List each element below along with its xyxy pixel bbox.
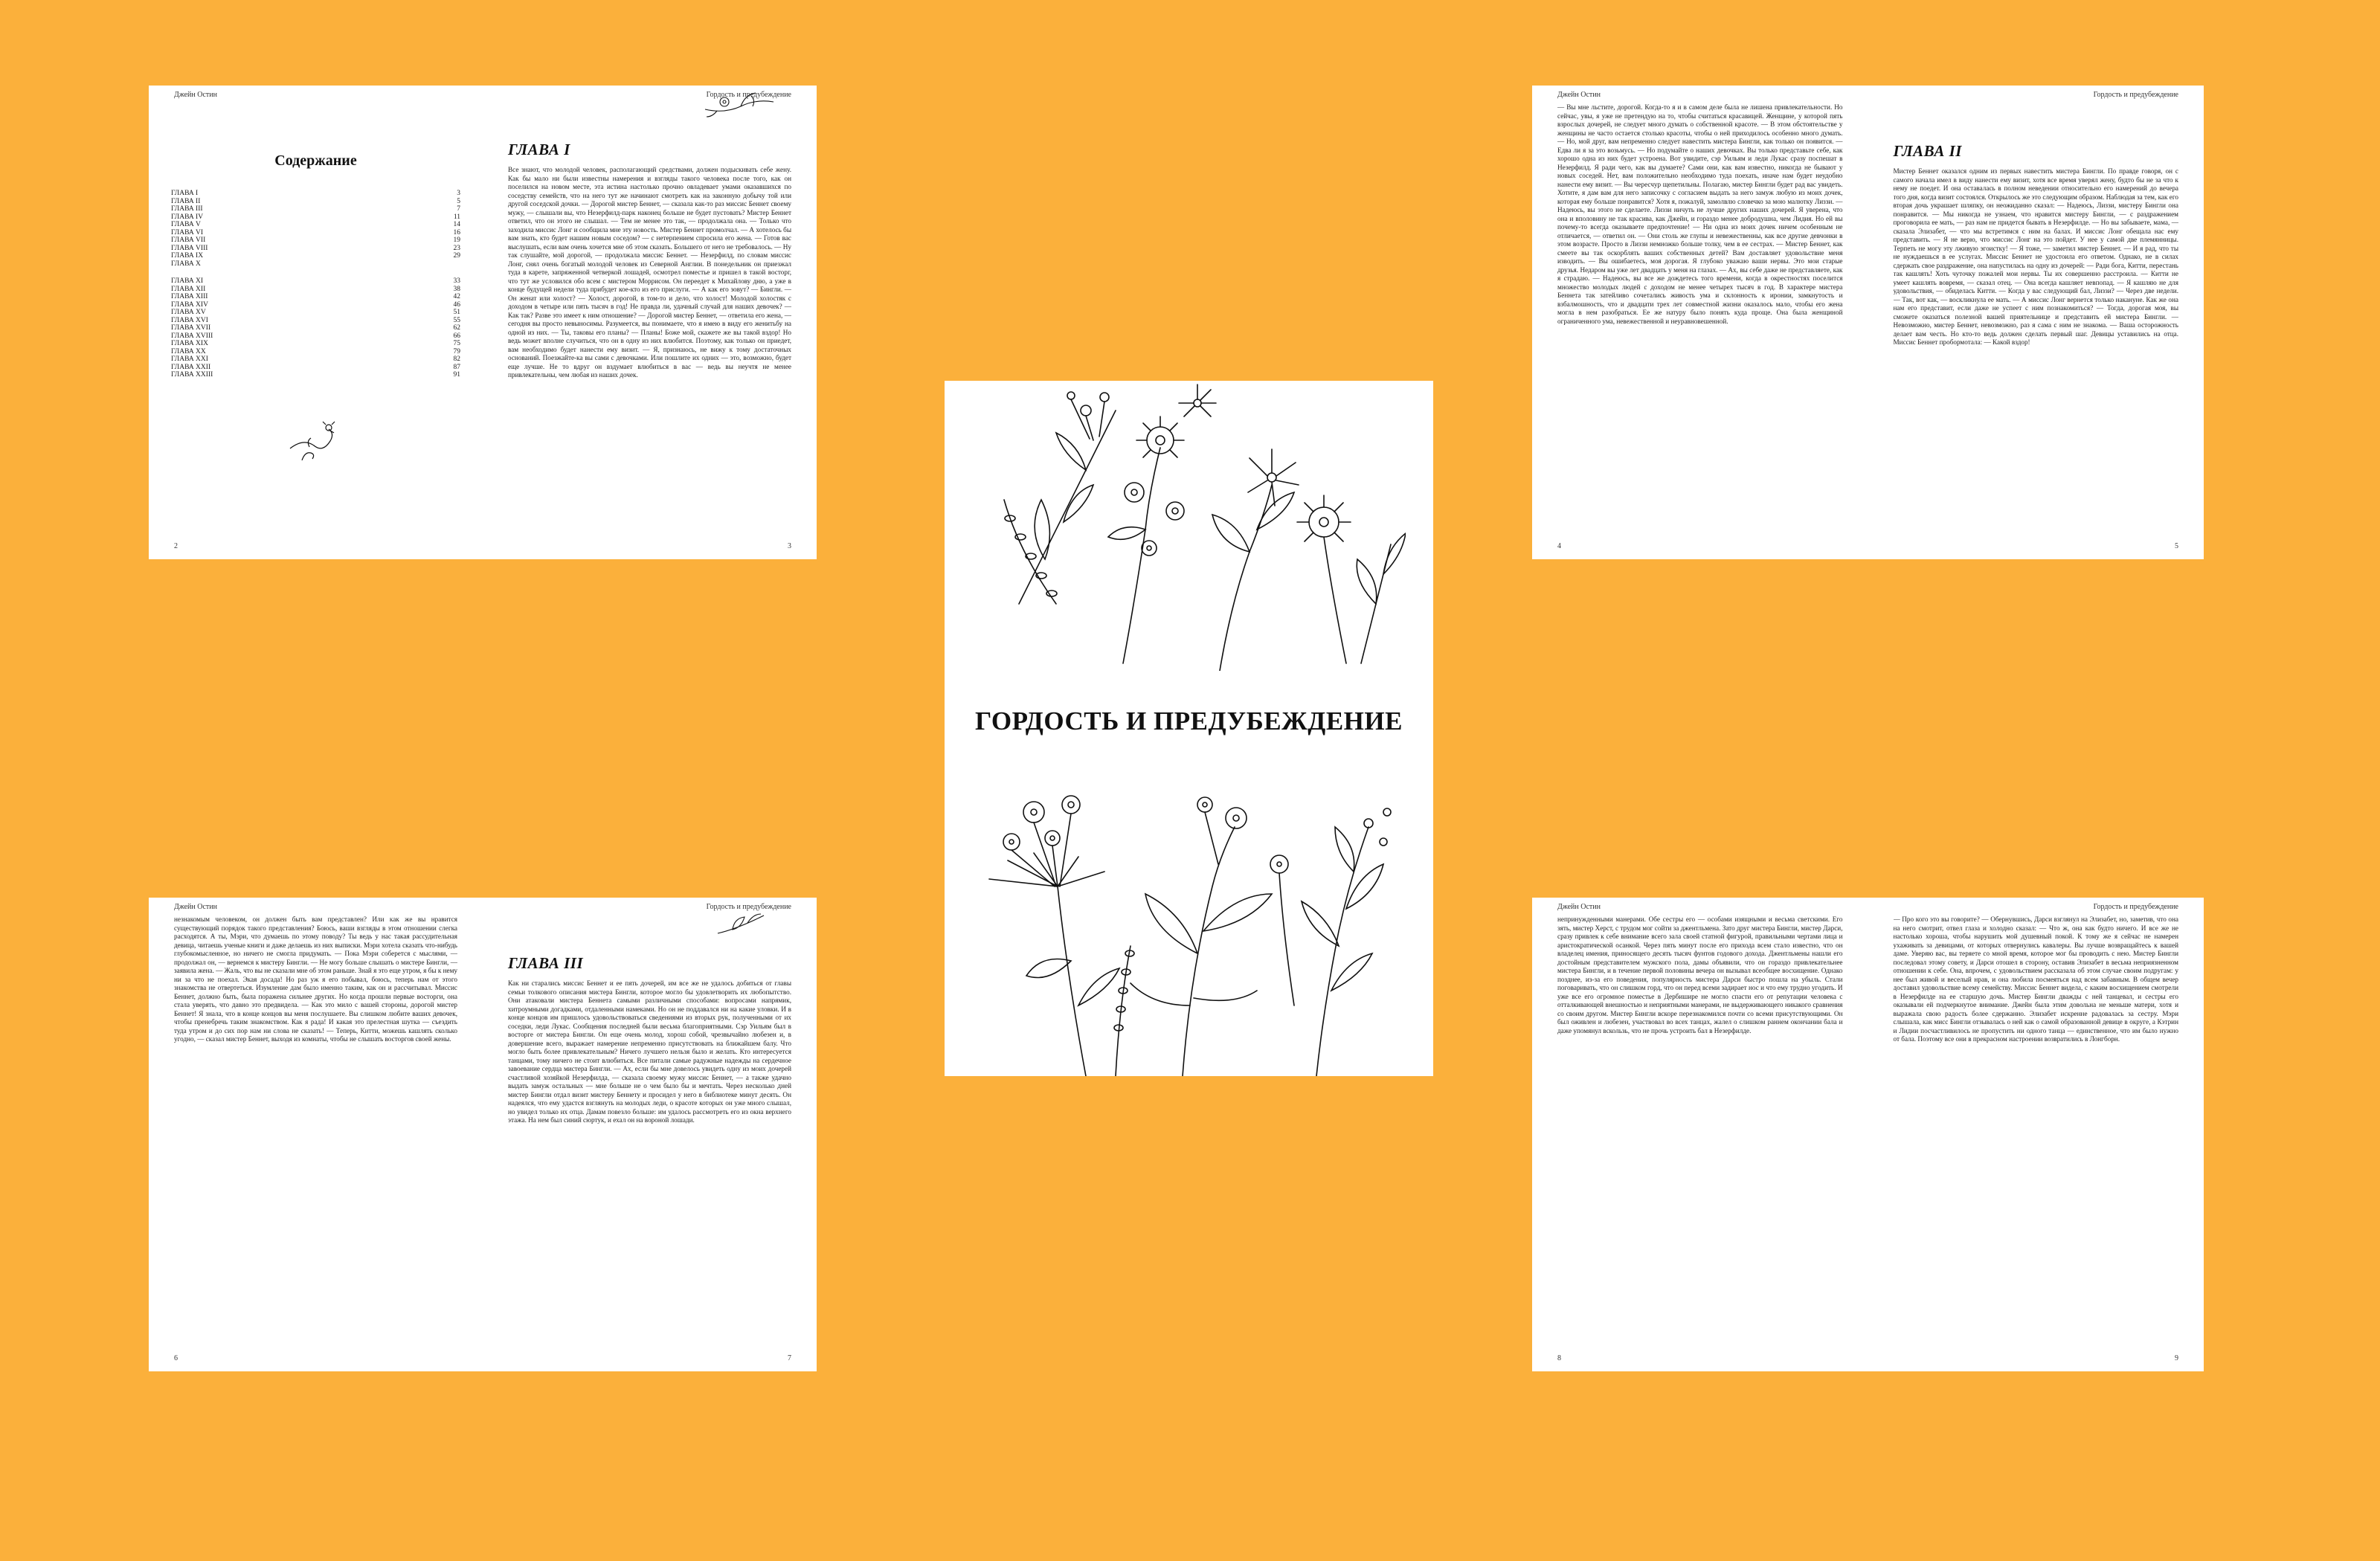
running-head-book: Гордость и предубеждение <box>706 903 791 911</box>
paragraph: Как ни старались миссис Беннет и ее пять дочерей, им все же не удалось добиться от главы семьи толкового описания мистера Бингли, которое могло бы удовлетворить их любопытство. Они атаковали мистера Беннета самыми различными способами: вопросами напрямик, хитроумными догадками, отдаленными намеками. Но он не поддавался ни на какие уловки. И в конце концов им пришлось удовольствоваться сведениями из вторых рук, полученными от их соседки, леди Лукас. Сообщения последней были весьма благоприятными. Сэр Уильям был в восторге от мистера Бингли. Он еще очень молод, хорош собой, чрезвычайно любезен и, в довершение всего, выражает намерение непременно присутствовать на ближайшем балу. Что могло быть более привлекательным? Ничего лучшего нельзя было и желать. Кто интересуется танцами, тому ничего не стоит влюбиться. Все питали самые радужные надежды на сердечное завоевание сердца мистера Бингли. — Ах, если бы мне довелось увидеть одну из моих дочерей счастливой хозяйкой Незерфилда, — сказала своему мужу миссис Беннет, — а также удачно выдать замуж остальных — мне больше не о чем было бы и мечтать. Через несколько дней мистер Бингли отдал визит мистеру Беннету и просидел у него в библиотеке минут десять. Он надеялся, что ему удастся взглянуть на молодых леди, о красоте которых он уже много слышал, но увидел только их отца. Дамам повезло больше: им удалось рассмотреть его из окна верхнего этажа. На нем был синий сюртук, и ехал он на вороной лошади. <box>508 979 791 1124</box>
page-number: 5 <box>2175 542 2178 550</box>
running-head-author: Джейн Остин <box>1557 903 1601 911</box>
toc-entry-page: 23 <box>453 244 460 252</box>
chapter-body-text <box>508 979 791 1349</box>
toc-entry[interactable] <box>171 317 460 325</box>
running-head-book: Гордость и предубеждение <box>2093 91 2178 99</box>
toc-entry-page: 7 <box>457 205 460 213</box>
book-cover <box>945 381 1433 1076</box>
toc-entry-page: 14 <box>453 221 460 228</box>
paragraph: Мистер Беннет оказался одним из первых навестить мистера Бингли. По правде говоря, он с самого начала имел в виду нанести ему визит, хотя все время уверял жену, будто бы не за что к нему не поедет. И она оставалась в полном неведении относительно его намерений до вечера того дня, когда визит состоялся. Открылось же это следующим образом. Наблюдая за тем, как его вторая дочь украшает шляпку, он неожиданно сказал: — Надеюсь, Лиззи, мистеру Бингли она понравится. — Мы никогда не узнаем, что нравится мистеру Бингли, — с раздражением проговорила ее мать, — раз нам не придется бывать в Незерфилде. — Но вы забываете, мама, — сказала Элизабет, — что мы встретимся с ним на балах. И миссис Лонг обещала нас ему представить. — Я не верю, что миссис Лонг на это пойдет. У нее у самой две племянницы. Терпеть не могу эту лживую эгоистку! — Я тоже, — заметил мистер Беннет. — И я рад, что ты не нуждаешься в ее услугах. Миссис Беннет не удостоила его ответом. Однако, не в силах сдержать свое раздражение, она напустилась на одну из дочерей: — Ради бога, Китти, перестань так кашлять! Хоть чуточку пожалей мои нервы. Ты их совершенно расстроила. — Китти не умеет кашлять вовремя, — сказал отец. — Она всегда кашляет невпопад. — Я кашляю не для удовольствия, — обиделась Китти. — Когда у вас следующий бал, Лиззи? — Через две недели. — Так, вот как, — воскликнула ее мать. — А миссис Лонг вернется только накануне. Как же она нам его представит, если даже не успеет с ним познакомиться? — Тогда, дорогая моя, вы сможете оказаться полезной вашей приятельнице и представить ей мистера Бингли. — Невозможно, мистер Беннет, невозможно, раз я сама с ним не знакома. — Ваша осторожность делает вам честь. Но кто-то ведь должен сделать первый шаг. Девицы уставились на отца. Миссис Беннет пробормотала: — Какой вздор! <box>1893 167 2178 346</box>
flower-sprig-icon <box>702 87 776 120</box>
toc-entry-page: 82 <box>453 355 460 363</box>
toc-entry-page: 55 <box>453 316 460 324</box>
toc-entry[interactable] <box>171 252 460 260</box>
botanical-illustration-top-icon <box>974 381 1406 671</box>
toc-entry[interactable] <box>171 198 460 206</box>
toc-entry-page: 5 <box>457 197 460 205</box>
toc-entry[interactable] <box>171 309 460 317</box>
toc-entry-label: ГЛАВА XXIII <box>171 371 213 379</box>
toc-entry-page: 11 <box>453 213 460 221</box>
chapter-3-page <box>483 898 817 1371</box>
toc-entry[interactable] <box>171 371 460 379</box>
running-head-author: Джейн Остин <box>1557 91 1601 99</box>
toc-entry-label: ГЛАВА XV <box>171 309 206 316</box>
toc-entry[interactable] <box>171 221 460 229</box>
paragraph: непринужденными манерами. Обе сестры его — особами изящными и весьма светскими. Его зять, мистер Херст, с трудом мог сойти за джентльмена. Зато друг мистера Бингли, мистер Дарси, сразу привлек к себе внимание всего зала своей статной фигурой, правильными чертами лица и аристократической осанкой. Через пять минут после его прихода всем стало известно, что он владелец имения, приносящего десять тысяч фунтов годового дохода. Джентльмены нашли его достойным представителем мужского пола, дамы объявили, что он гораздо привлекательнее мистера Бингли, и в течение первой половины вечера он вызывал всеобщее восхищение. Однако позднее, из-за его поведения, популярность мистера Дарси быстро пошла на убыль. Стали поговаривать, что он слишком горд, что он перед всеми задирает нос и что ему трудно угодить. И уже все его огромное поместье в Дербишире не могло спасти его от репутации человека с отталкивающей внешностью и неприятными манерами, не выдерживающего никакого сравнения со своим другом. Мистер Бингли вскоре перезнакомился почти со всеми присутствующими. Он был оживлен и любезен, участвовал во всех танцах, жалел о слишком раннем окончании бала и даже упомянул вскользь, что не прочь устроить бал в Незерфилде. <box>1557 915 1843 1034</box>
chapter-heading: ГЛАВА III <box>508 954 584 972</box>
toc-entry-label: ГЛАВА VII <box>171 236 206 244</box>
running-head-book: Гордость и предубеждение <box>706 91 791 99</box>
toc-entry-page: 91 <box>453 371 460 379</box>
toc-entry[interactable] <box>171 324 460 332</box>
toc-entry-page: 29 <box>453 252 460 260</box>
page-number: 9 <box>2175 1354 2178 1362</box>
toc-entry-page: 62 <box>453 324 460 332</box>
body-text <box>1894 915 2179 1349</box>
toc-title: Содержание <box>274 152 357 169</box>
toc-entry[interactable] <box>171 190 460 198</box>
toc-entry-label: ГЛАВА XIII <box>171 293 208 300</box>
running-head-book: Гордость и предубеждение <box>2093 903 2178 911</box>
toc-entry[interactable] <box>171 245 460 253</box>
text-page <box>1532 898 1868 1371</box>
toc-entry-label: ГЛАВА XXII <box>171 363 211 371</box>
toc-entry[interactable] <box>171 364 460 372</box>
table-of-contents <box>171 190 460 379</box>
page-number: 3 <box>788 542 791 550</box>
page-number: 7 <box>788 1354 791 1362</box>
toc-entry[interactable] <box>171 229 460 237</box>
toc-entry-label: ГЛАВА XVIII <box>171 332 213 340</box>
toc-entry-label: ГЛАВА II <box>171 197 201 205</box>
body-text <box>1557 103 1843 537</box>
text-page <box>1532 86 1868 559</box>
toc-entry-label: ГЛАВА XVI <box>171 316 208 324</box>
toc-entry[interactable] <box>171 332 460 341</box>
toc-entry-label: ГЛАВА XXI <box>171 355 208 363</box>
paragraph: незнакомым человеком, он должен быть вам представлен? Или как же вы нравится существующий порядок такого представления? Боюсь, ваши взгляды в этом отношении слегка расходятся. А ты, Мэри, что думаешь по этому поводу? Ты ведь у нас такая рассудительная девица, читаешь ученые книги и даже делаешь из них выписки. Мэри хотела сказать что-нибудь глубокомысленное, но ничего не смогла придумать. — Пока Мэри соберется с мыслями, — продолжал он, — вернемся к мистеру Бингли. — Не могу больше слышать о мистере Бингли, — заявила жена. — Жаль, что вы не сказали мне об этом раньше. Знай я это еще утром, я бы к нему ни за что не поехал. Экая досада! Но раз уж я его побывал, боюсь, теперь нам от этого знакомства не отвертеться. Изумление дам было именно таким, как он и рассчитывал. Миссис Беннет, должно быть, была поражена сильнее других. Но когда прошли первые восторги, она стала уверять, что давно это предвидела. — Как это мило с вашей стороны, дорогой мистер Беннет! Я знала, что в конце концов вы меня послушаете. Вы слишком любите ваших девочек, чтобы пренебречь таким знакомством. Как я рада! И какая это прелестная шутка — съездить туда утром и до сих пор нам ни слова не сказать! — Теперь, Китти, можешь кашлять сколько угодно, — сказал мистер Беннет, выходя из комнаты, чтобы не слышать восторгов своей жены. <box>174 915 457 1043</box>
page-number: 6 <box>174 1354 178 1362</box>
toc-entry[interactable] <box>171 260 460 268</box>
toc-entry-label: ГЛАВА IV <box>171 213 204 221</box>
toc-entry-label: ГЛАВА XI <box>171 277 204 285</box>
toc-entry[interactable] <box>171 340 460 348</box>
body-text <box>174 915 457 1275</box>
spread-chapter-2 <box>1532 86 2204 559</box>
chapter-2-page <box>1868 86 2204 559</box>
running-head-author: Джейн Остин <box>174 91 217 99</box>
toc-entry-label: ГЛАВА XVII <box>171 324 211 332</box>
chapter-body-text <box>1894 167 2179 537</box>
chapter-heading: ГЛАВА II <box>1893 142 1962 160</box>
toc-entry-page: 87 <box>453 363 460 371</box>
spread-chapter-3 <box>149 898 817 1371</box>
toc-entry-label: ГЛАВА I <box>171 190 199 197</box>
toc-entry-page: 19 <box>453 236 460 244</box>
cover-title: ГОРДОСТЬ И ПРЕДУБЕЖДЕНИЕ <box>975 707 1403 736</box>
spread-chapter-3-cont <box>1532 898 2204 1371</box>
paragraph: Все знают, что молодой человек, располагающий средствами, должен подыскивать себе жену. Как бы мало ни были известны намерения и взгляды такого человека после того, как он поселился на новом месте, эта истина настолько прочно овладевает умами оказавшихся по соседству семейств, что на него тут же начинают смотреть как на законную добычу той или другой соседской дочки. — Дорогой мистер Беннет, — сказала как-то раз миссис Беннет своему мужу, — слышали вы, что Незерфилд-парк наконец больше не будет пустовать? Мистер Беннет ответил, что он этого не слышал. — Тем не менее это так, — продолжала она. — Только что заходила миссис Лонг и сообщила мне эту новость. Мистер Беннет промолчал. — А хотелось бы вам знать, кто будет нашим новым соседом? — с нетерпением спросила его жена. — Готов вас выслушать, если вам очень хочется мне об этом сказать. Большего от него не требовалось. — Ну так слушайте, мой дорогой, — продолжала миссис Беннет. — Незерфилд, по словам миссис Лонг, снял очень богатый молодой человек из Северной Англии. В понедельник он приезжал туда в карете, запряженной четверкой лошадей, осмотрел поместье и пришел в такой восторг, что тут же условился обо всем с мистером Моррисом. Он переедет к Михайлову дню, а уже в конце будущей недели туда прибудет кое-кто из его прислуги. — А как его зовут? — Бингли. — Он женат или холост? — Холост, дорогой, в том-то и дело, что холост! Молодой холостяк с доходом в четыре или пять тысяч в год! Не правда ли, удачный случай для наших девочек? — Как так? Разве это имеет к ним отношение? — Дорогой мистер Беннет, — ответила его жена, — сегодня вы просто невыносимы. Разумеется, вы понимаете, что я имею в виду его женитьбу на одной из них. — Ты, таковы его планы? — Планы! Боже мой, скажете же вы такой вздор! Но ведь может вполне случиться, что он в одну из них влюбится. Поэтому, как только он приедет, вам необходимо будет нанести ему визит. — Я, признаюсь, не вижу к тому достаточных оснований. Поезжайте-ка вы сами с девочками. Или пошлите их одних — это, возможно, будет еще лучше. Не то вдруг он вздумает влюбиться в вас — ведь вы неучтя не менее привлекательны, чем любая из наших дочек. <box>508 166 791 379</box>
toc-page <box>149 86 483 559</box>
toc-entry-page: 51 <box>453 309 460 316</box>
toc-gap <box>171 268 460 277</box>
toc-entry-label: ГЛАВА VI <box>171 228 204 236</box>
text-page <box>1868 898 2204 1371</box>
toc-entry[interactable] <box>171 355 460 364</box>
toc-entry[interactable] <box>171 301 460 309</box>
leaf-sprig-icon <box>715 911 767 938</box>
toc-entry-label: ГЛАВА XIX <box>171 340 208 347</box>
toc-entry[interactable] <box>171 236 460 245</box>
toc-entry[interactable] <box>171 293 460 301</box>
toc-entry[interactable] <box>171 286 460 294</box>
toc-entry[interactable] <box>171 348 460 356</box>
toc-entry-page: 33 <box>453 277 460 285</box>
paragraph: — Вы мне льстите, дорогой. Когда-то я и в самом деле была не лишена привлекательности. Но сейчас, увы, я уже не претендую на то, чтобы считаться красавицей. Женщине, у которой пять взрослых дочерей, не следует много думать о собственной красоте. — В этом обстоятельстве у женщины не часто остается столько красоты, чтобы о ней приходилось особенно много думать. — Но, мой друг, вам непременно следует навестить мистера Бингли, как только он появится. — Едва ли я за это возьмусь. — Но подумайте о наших девочках. Вы только представьте себе, как хорошо одна из них будет устроена. Вот увидите, сэр Уильям и леди Лукас сразу поспешат в Незерфилд. Я ради чего, как вы думаете? Сами они, как вам известно, никогда не бывают у новых соседей. Нет, вам положительно необходимо туда поехать, иначе нам будет неудобно нанести ему визит. — Вы чересчур щепетильны. Полагаю, мистер Бингли будет рад вас увидеть. Хотите, я дам вам для него записочку с согласием выдать за него замуж любую из моих дочек, которая ему больше понравится? Хотя я, пожалуй, замолвлю словечко за мою малютку Лиззи. — Надеюсь, вы этого не сделаете. Лиззи ничуть не лучше других наших дочерей. Я уверена, что она и вполовину не так красива, как Джейн, и гораздо менее добродушна, чем Лидия. Но ей вы почему-то всегда оказываете предпочтение! — Ни одна из моих дочек ничем особенным не отличается, — ответил он. — Они столь же глупы и невежественны, как все другие девчонки в этом возрасте. Просто в Лиззи немножко больше толку, чем в ее сестрах. — Мистер Беннет, как смеете вы так оскорблять ваших собственных детей? Вам доставляет удовольствие меня изводить. — Вы ошибаетесь, моя дорогая. Я глубоко уважаю ваши нервы. Это мои старые друзья. Недаром вы уже лет двадцать у меня на глазах. — Ах, вы себе даже не представляете, как я страдаю. — Надеюсь, вы все же дождетесь того времени, когда в окрестностях поселится множество молодых людей с доходом не менее четырех тысяч в год. В характере мистера Беннета так затейливо сочетались живость ума и склонность к иронии, замкнутость и взбалмошность, что и двадцати трех лет совместной жизни оказалось мало, чтобы его жена могла в нем разобраться. Ее же натуру было понять куда проще. Она была женщиной ограниченного ума, невежественной и неуравновешенной. <box>1557 103 1843 325</box>
toc-entry-page: 38 <box>453 285 460 293</box>
spread-toc-chapter-1 <box>149 86 817 559</box>
toc-entry[interactable] <box>171 213 460 222</box>
toc-entry-page: 79 <box>453 347 460 355</box>
chapter-1-page <box>483 86 817 559</box>
toc-entry-label: ГЛАВА XII <box>171 285 206 293</box>
toc-entry-page: 75 <box>453 340 460 347</box>
body-text <box>1557 915 1843 1349</box>
toc-entry-label: ГЛАВА XX <box>171 347 206 355</box>
toc-entry-label: ГЛАВА V <box>171 221 201 228</box>
toc-entry-label: ГЛАВА VIII <box>171 244 208 252</box>
flower-doodle-icon <box>289 416 341 460</box>
toc-entry-page: 66 <box>453 332 460 340</box>
toc-entry-label: ГЛАВА X <box>171 260 201 268</box>
chapter-heading: ГЛАВА I <box>508 141 570 158</box>
paragraph: — Про кого это вы говорите? — Обернувшись, Дарси взглянул на Элизабет, но, заметив, что она на него смотрит, отвел глаза и холодно сказал: — Что ж, она как будто ничего. И все же не настолько хороша, чтобы нарушить мой душевный покой. К тому же я сейчас не намерен ухаживать за девицами, от которых отвернулись кавалеры. Вы лучше возвращайтесь к вашей даме. Уверяю вас, вы теряете со мной время, которое мог бы проводить с нею. Мистер Бингли последовал этому совету, и Дарси отошел в сторону, оставив Элизабет в весьма неприязненном отношении к себе. Она, впрочем, с удовольствием рассказала об этом случае своим подругам: у нее был живой и веселый нрав, и она любила посмеяться над всем забавным. В общем вечер доставил удовольствие всему семейству. Миссис Беннет видела, с каким восхищением смотрели в Незерфилде на ее старшую дочь. Мистер Бингли дважды с ней танцевал, и сестры его оказывали ей подчеркнутое внимание. Джейн была этим довольна не меньше матери, хотя и выражала свою радость более сдержанно. Элизабет искренне радовалась за сестру. Мэри слышала, как мисс Бингли отзывалась о ней как о самой образованной девице в округе, а Кэтрин и Лидии посчастливилось не пропустить ни одного танца — единственное, что им было нужно от бала. Поэтому все они в прекрасном настроении возвратились в Лонгборн. <box>1893 915 2178 1043</box>
page-number: 8 <box>1557 1354 1561 1362</box>
text-page <box>149 898 483 1371</box>
toc-entry-page: 42 <box>453 293 460 300</box>
toc-entry-label: ГЛАВА III <box>171 205 203 213</box>
toc-entry-label: ГЛАВА XIV <box>171 300 208 309</box>
toc-entry-page: 46 <box>453 300 460 309</box>
page-number: 4 <box>1557 542 1561 550</box>
chapter-body-text <box>508 166 791 531</box>
toc-entry-page: 3 <box>457 190 460 197</box>
toc-entry-label: ГЛАВА IX <box>171 252 204 260</box>
toc-entry-page: 16 <box>453 228 460 236</box>
botanical-illustration-bottom-icon <box>967 782 1413 1076</box>
toc-entry[interactable] <box>171 205 460 213</box>
toc-entry[interactable] <box>171 277 460 286</box>
page-number: 2 <box>174 542 178 550</box>
running-head-author: Джейн Остин <box>174 903 217 911</box>
